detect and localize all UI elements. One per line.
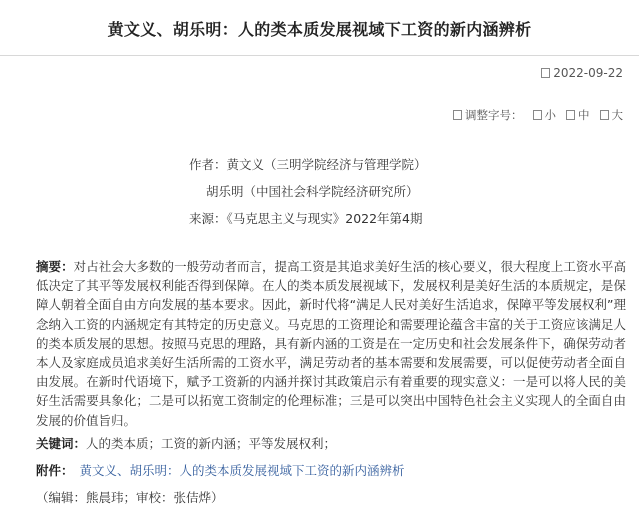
font-size-controls <box>453 107 623 123</box>
checkbox-icon <box>600 110 609 120</box>
font-size-small[interactable] <box>533 107 557 123</box>
publish-date-text: 2022-09-22 <box>553 66 623 80</box>
checkbox-icon <box>533 110 542 120</box>
font-size-medium[interactable] <box>566 107 590 123</box>
font-size-large-label: 大 <box>611 108 623 122</box>
abstract-label: 摘要： <box>36 259 74 274</box>
attachment-link[interactable]: 黄文义、胡乐明：人的类本质发展视域下工资的新内涵辨析 <box>79 463 405 478</box>
attachment-label: 附件： <box>36 463 74 478</box>
keywords <box>36 434 336 452</box>
font-size-small-label: 小 <box>544 108 556 122</box>
checkbox-icon <box>566 110 575 120</box>
author-line: 作者：黄文义（三明学院经济与管理学院） <box>189 157 427 172</box>
source-line: 来源：《马克思主义与现实》2022年第4期 <box>189 211 423 226</box>
font-size-large[interactable] <box>600 107 624 123</box>
calendar-icon <box>541 68 550 78</box>
abstract-text: 对占社会大多数的一般劳动者而言，提高工资是其追求美好生活的核心要义，很大程度上工资水平高低决定了其平等发展权利能否得到保障。在人的类本质发展视域下，发展权利是美好生活的本质规定，是保障人朝着全面自由方向发展的基本要求。因此，新时代将“满足人民对美好生活追求，保障平等发展权利”理念纳入工资的内涵规定有其特定的历史意义。马克思的工资理论和需要理论蕴含丰富的关于工资应该满足人的类本质发展的思想。按照马克思的理路，具有新内涵的工资是在一定历史和社会发展条件下，确保劳动者本人及家庭成员追求美好生活所需的工资水平，满足劳动者的基本需要和发展需要，可以促使劳动者全面自由发展。在新时代语境下，赋予工资新的内涵并探讨其政策启示有着重要的现实意义：一是可以将人民的美好生活需要具象化；二是可以拓宽工资制定的伦理标准；三是可以突出中国特色社会主义实现人的全面自由发展的价值旨归。 <box>36 259 626 428</box>
article-title: 黄文义、胡乐明：人的类本质发展视域下工资的新内涵辨析 <box>107 20 532 39</box>
editor-line: （编辑：熊晨玮；审校：张佶烨） <box>36 490 224 505</box>
keywords-text: 人的类本质；工资的新内涵；平等发展权利； <box>86 436 337 451</box>
font-size-icon <box>453 110 462 120</box>
publish-date <box>541 66 623 80</box>
font-size-medium-label: 中 <box>578 108 590 122</box>
font-size-label-wrap <box>453 107 523 123</box>
font-size-label: 调整字号： <box>465 108 523 122</box>
title-divider <box>0 55 639 56</box>
coauthor-line: 胡乐明（中国社会科学院经济研究所） <box>206 184 419 199</box>
keywords-label: 关键词： <box>36 436 87 451</box>
attachment <box>36 461 405 479</box>
abstract <box>36 257 626 430</box>
